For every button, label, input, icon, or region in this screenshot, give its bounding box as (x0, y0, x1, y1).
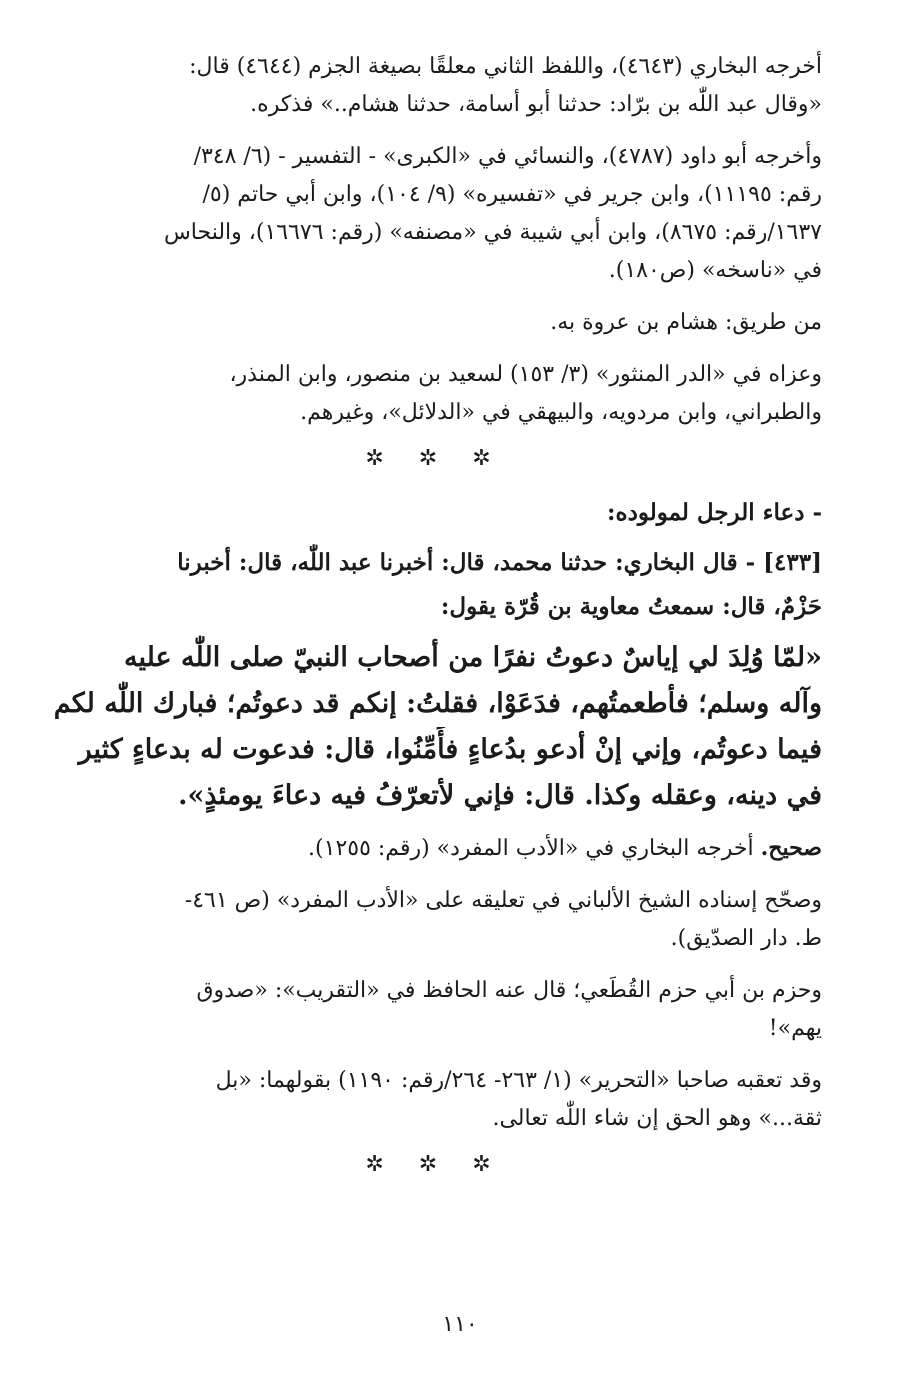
footnote-paragraph (48, 48, 822, 124)
hadith-line: وآله وسلم؛ فأطعمتُهم، فدَعَوْا، فقلتُ: إنكم قد دعوتُم؛ فبارك اللّٰه لكم (53, 688, 822, 719)
footnote-line: أخرجه البخاري (٤٦٤٣)، واللفظ الثاني معلقًا بصيغة الجزم (٤٦٤٤) قال: (189, 54, 822, 79)
hadith-line: في دينه، وعقله وكذا. قال: فإني لأتعرّفُ فيه دعاءَ يومئذٍ». (178, 780, 822, 811)
footnote-line: وأخرجه أبو داود (٤٧٨٧)، والنسائي في «الكبرى» - التفسير - (٦/ ٣٤٨/ (193, 144, 822, 169)
hadith-isnad (48, 541, 822, 629)
separator-stars-end: ✲ ✲ ✲ (365, 1152, 505, 1177)
commentary-line: وحزم بن أبي حزم القُطَعي؛ قال عنه الحافظ في «التقريب»: «صدوق (196, 978, 822, 1003)
section-heading: - دعاء الرجل لمولوده: (607, 499, 822, 526)
footnote-paragraph (48, 138, 822, 290)
footnote-line: رقم: ١١١٩٥)، وابن جرير في «تفسيره» (٩/ ١٠٤)، وابن أبي حاتم (٥/ (202, 182, 822, 207)
commentary-line: وقد تعقبه صاحبا «التحرير» (١/ ٢٦٣- ٢٦٤/رقم: ١١٩٠) بقولهما: «بل (215, 1068, 822, 1093)
footnote-line: في «ناسخه» (ص١٨٠). (608, 258, 822, 283)
commentary-paragraph (48, 882, 822, 958)
hadith-line: «لمّا وُلِدَ لي إياسٌ دعوتُ نفرًا من أصحاب النبيّ صلى اللّٰه عليه (123, 642, 822, 673)
grade-source: أخرجه البخاري في «الأدب المفرد» (رقم: ١٢٥٥). (308, 836, 761, 861)
hadith-line: فيما دعوتُم، وإني إنْ أدعو بدُعاءٍ فأَمِّنُوا، قال: فدعوت له بدعاءٍ كثير (78, 734, 822, 765)
separator-stars: ✲ ✲ ✲ (365, 446, 505, 471)
isnad-line: [٤٣٣] - قال البخاري: حدثنا محمد، قال: أخبرنا عبد اللّٰه، قال: أخبرنا (177, 549, 822, 576)
footnote-line: من طريق: هشام بن عروة به. (550, 310, 822, 335)
grade-paragraph (48, 829, 822, 868)
hadith-text (48, 635, 822, 819)
commentary-line: ثقة...» وهو الحق إن شاء اللّٰه تعالى. (492, 1106, 822, 1131)
footnotes-top (48, 48, 822, 432)
commentary-line: يهم»! (768, 1016, 822, 1041)
footnote-paragraph (48, 356, 822, 432)
isnad-line: حَزْمٌ، قال: سمعتُ معاوية بن قُرّة يقول: (440, 593, 822, 620)
commentary-line: وصحّح إسناده الشيخ الألباني في تعليقه على «الأدب المفرد» (ص ٤٦١- (184, 888, 822, 913)
page-number: ١١٠ (442, 1312, 478, 1337)
commentary-paragraph (48, 972, 822, 1048)
footnotes-bottom (48, 882, 822, 1138)
footnote-line: والطبراني، وابن مردويه، والبيهقي في «الدلائل»، وغيرهم. (300, 400, 822, 425)
footnote-line: «وقال عبد اللّٰه بن برّاد: حدثنا أبو أسامة، حدثنا هشام..» فذكره. (250, 92, 822, 117)
commentary-line: ط. دار الصدّيق). (670, 926, 822, 951)
commentary-paragraph (48, 1062, 822, 1138)
footnote-paragraph (48, 304, 822, 342)
footnote-line: وعزاه في «الدر المنثور» (٣/ ١٥٣) لسعيد بن منصور، وابن المنذر، (229, 362, 822, 387)
grade-label: صحيح. (760, 835, 822, 861)
footnote-line: ١٦٣٧/رقم: ٨٦٧٥)، وابن أبي شيبة في «مصنفه» (رقم: ١٦٦٧٦)، والنحاس (163, 220, 822, 245)
